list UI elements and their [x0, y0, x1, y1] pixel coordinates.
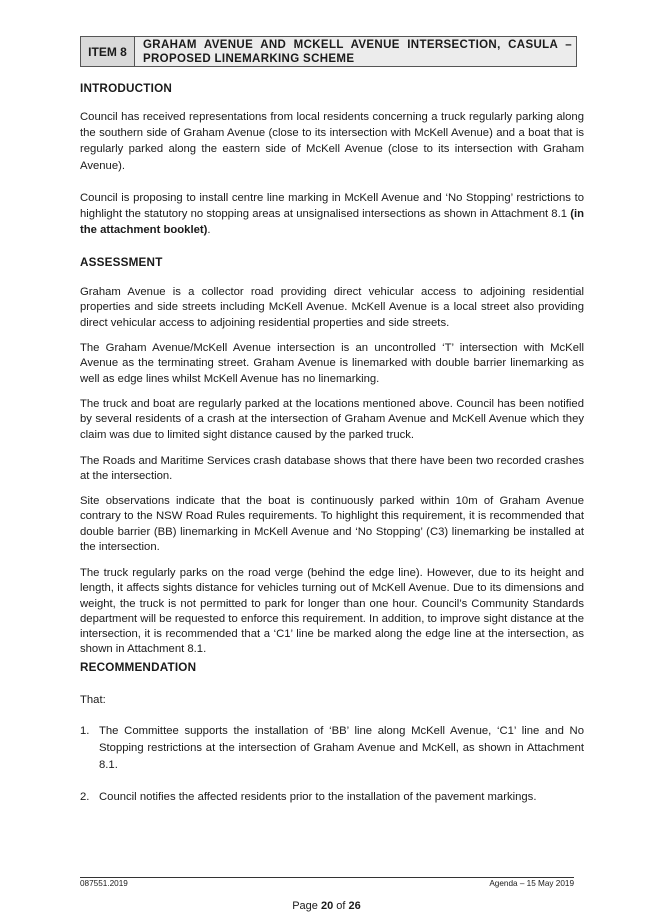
item-number: ITEM 8	[81, 37, 135, 66]
recommendation-heading: RECOMMENDATION	[80, 661, 197, 674]
document-reference: 087551.2019	[80, 879, 128, 888]
assessment-paragraph-5: Site observations indicate that the boat is continuously parked within 10m of Graham Avenue contrary to the NSW Road Rules requirements. To highlight this requirement, it is recommended that double barrier (BB) linemarking in McKell Avenue and ‘No Stopping’ (C3) linemarking be installed at the intersection.	[80, 495, 584, 553]
agenda-date: Agenda – 15 May 2019	[489, 879, 574, 888]
list-text: The Committee supports the installation of ‘BB’ line along McKell Avenue, ‘C1’ line and No Stopping restrictions at the intersection of Graham Avenue and McKell, as shown in Attachment 8.1.	[99, 725, 584, 771]
page-number: Page 20 of 26	[292, 900, 361, 912]
assessment-paragraph-6: The truck regularly parks on the road verge (behind the edge line). However, due to its height and length, it affects sights distance for vehicles turning out of McKell Avenue. Due to its dimensions and weight, the truck is not permitted to park for longer than one hour. Council’s Community Standards department will be requested to enforce this requirement. In addition, to improve sight distance at the intersection, it is recommended that a ‘C1’ line be marked along the edge line at the intersection, as shown in Attachment 8.1.	[80, 567, 584, 656]
assessment-paragraph-3: The truck and boat are regularly parked at the locations mentioned above. Council has been notified by several residents of a crash at the intersection of Graham Avenue and McKell Avenue which they claim was due to limited sight distance caused by the parked truck.	[80, 398, 584, 441]
assessment-paragraph-4: The Roads and Maritime Services crash database shows that there have been two recorded crashes at the intersection.	[80, 455, 584, 483]
footer-divider	[80, 877, 574, 878]
item-header	[80, 36, 577, 67]
assessment-paragraph-2: The Graham Avenue/McKell Avenue intersection is an uncontrolled ‘T’ intersection with McKell Avenue as the terminating street. Graham Avenue is linemarked with double barrier linemarking as well as edge lines whilst McKell Avenue has no linemarking.	[80, 342, 584, 385]
recommendation-intro: That:	[80, 694, 106, 706]
intro-paragraph-1: Council has received representations from local residents concerning a truck regularly parking along the southern side of Graham Avenue (close to its intersection with McKell Avenue) and a boat that is regularly parked along the eastern side of McKell Avenue (close to its intersection with Graham Avenue).	[80, 111, 584, 172]
list-item	[80, 789, 584, 806]
attachment-booklet-note: (in the attachment booklet)	[80, 208, 584, 237]
list-item	[80, 723, 584, 774]
list-text: Council notifies the affected residents prior to the installation of the pavement markings.	[99, 791, 537, 803]
assessment-paragraph-1: Graham Avenue is a collector road providing direct vehicular access to adjoining residential properties and side streets including McKell Avenue. McKell Avenue is a local street also providing direct vehicular access to adjoining residential properties and side streets.	[80, 286, 584, 329]
assessment-heading: ASSESSMENT	[80, 256, 163, 269]
list-number: 2.	[80, 791, 90, 803]
item-title: GRAHAM AVENUE AND MCKELL AVENUE INTERSECTION, CASULA – PROPOSED LINEMARKING SCHEME	[135, 37, 576, 66]
introduction-heading: INTRODUCTION	[80, 82, 172, 95]
list-number: 1.	[80, 725, 90, 737]
intro-paragraph-2: Council is proposing to install centre line marking in McKell Avenue and ‘No Stopping’ restrictions to highlight the statutory no stopping areas at unsignalised intersections as shown in Attachment 8.1 (in the attachment booklet).	[80, 192, 584, 237]
